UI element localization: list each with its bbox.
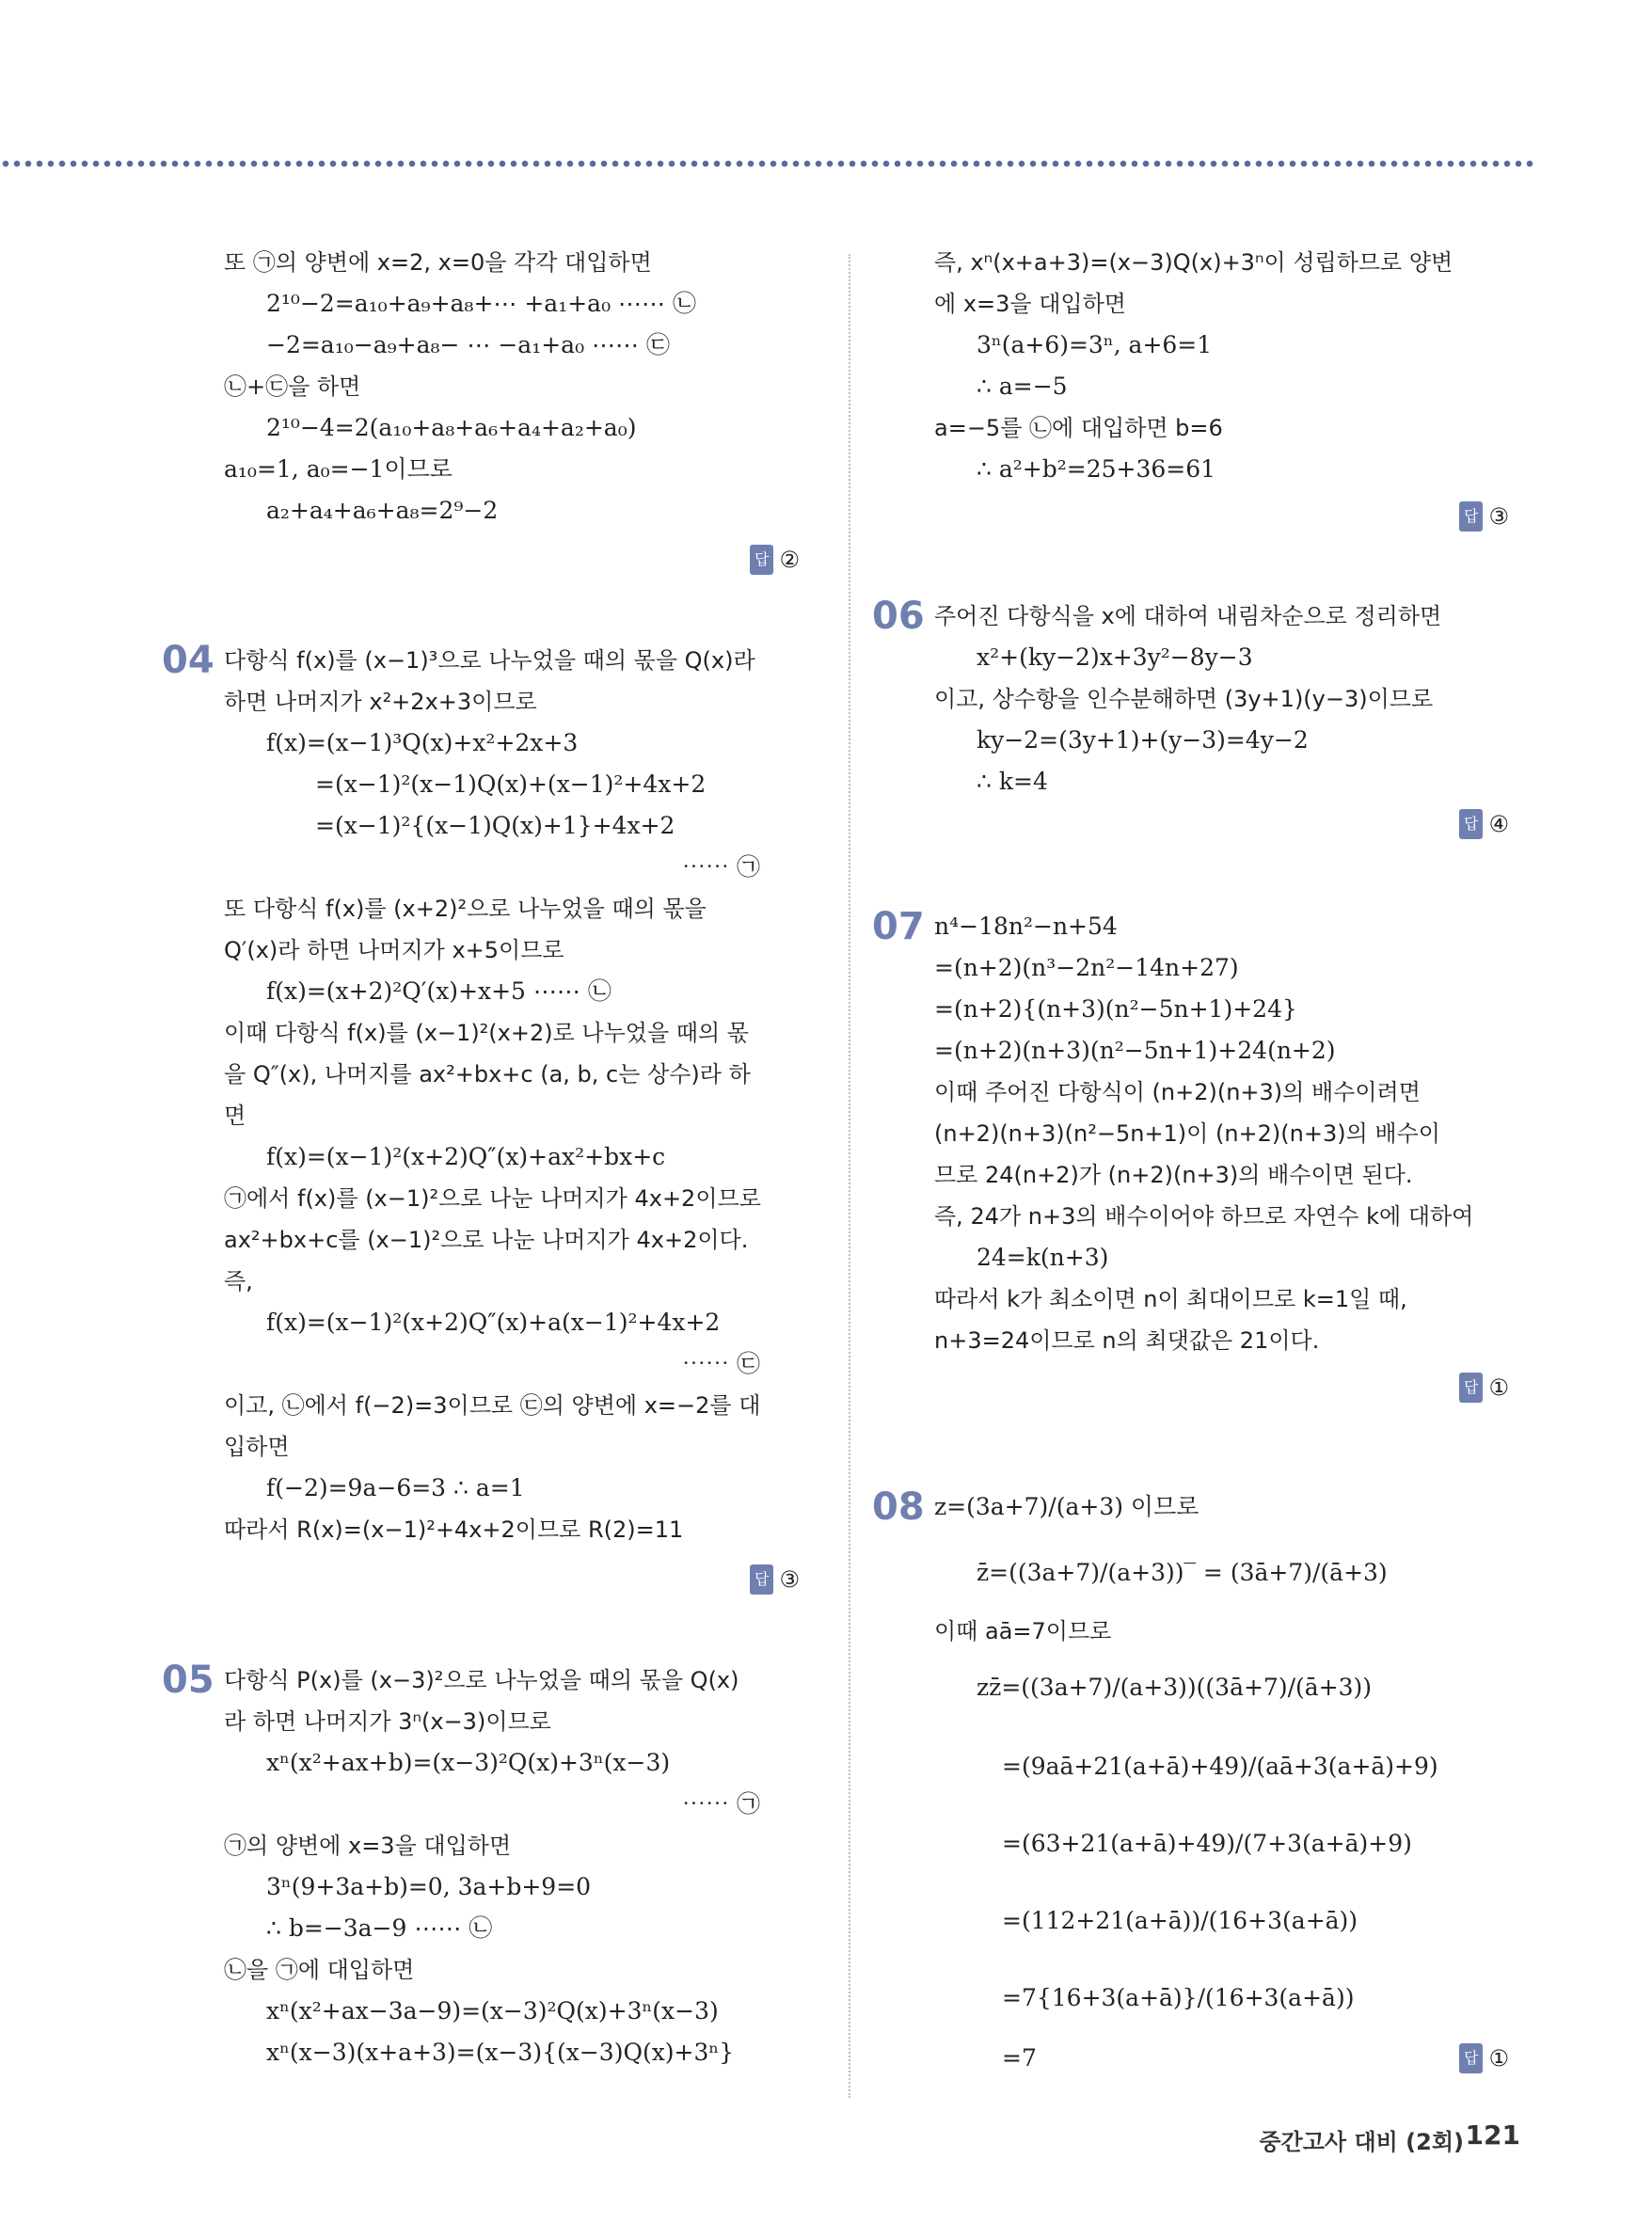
p04-line-11: 면 [224, 1103, 246, 1129]
p04-line-2: f(x)=(x−1)³Q(x)+x²+2x+3 [266, 729, 579, 756]
p04-line-13: ㉠에서 f(x)를 (x−1)²으로 나눈 나머지가 4x+2이므로 [224, 1185, 761, 1212]
p05-line-8: xⁿ(x²+ax−3a−9)=(x−3)²Q(x)+3ⁿ(x−3) [266, 1997, 719, 2025]
p05-line-3: ⋯⋯ ㉠ [682, 1790, 760, 1818]
problem-number-04: 04 [162, 639, 214, 682]
p07-line-10: n+3=24이므로 n의 최댓값은 21이다. [934, 1327, 1320, 1354]
p07-line-6: 므로 24(n+2)가 (n+2)(n+3)의 배수이면 된다. [934, 1162, 1413, 1188]
p04-line-21: 따라서 R(x)=(x−1)²+4x+2이므로 R(2)=11 [224, 1516, 684, 1543]
left-cont-line-6: a₂+a₄+a₆+a₈=2⁹−2 [266, 497, 499, 524]
answer-label: 답 [1459, 809, 1483, 839]
left-cont-line-2: −2=a₁₀−a₉+a₈− ⋯ −a₁+a₀ ⋯⋯ ㉢ [266, 331, 670, 358]
p04-line-18: 이고, ㉡에서 f(−2)=3이므로 ㉢의 양변에 x=−2를 대 [224, 1392, 761, 1419]
p06-line-0: 주어진 다항식을 x에 대하여 내림차순으로 정리하면 [934, 603, 1442, 629]
answer-label: 답 [750, 1564, 773, 1595]
p06-line-4: ∴ k=4 [977, 768, 1048, 795]
p05-line-1: 라 하면 나머지가 3ⁿ(x−3)이므로 [224, 1708, 551, 1735]
right-cont-line-3: ∴ a=−5 [977, 373, 1068, 400]
answer-value: ③ [779, 1566, 800, 1593]
p04-line-15: 즉, [224, 1268, 253, 1294]
p05-line-0: 다항식 P(x)를 (x−3)²으로 나누었을 때의 몫을 Q(x) [224, 1667, 739, 1693]
p05-line-2: xⁿ(x²+ax+b)=(x−3)²Q(x)+3ⁿ(x−3) [266, 1749, 671, 1776]
p04-line-9: 이때 다항식 f(x)를 (x−1)²(x+2)로 나누었을 때의 몫 [224, 1020, 749, 1046]
p05-line-5: 3ⁿ(9+3a+b)=0, 3a+b+9=0 [266, 1873, 592, 1900]
header-dotted-rule [0, 158, 1533, 169]
p08-line-3: zz̄=((3a+7)/(a+3))((3ā+7)/(ā+3)) [977, 1674, 1373, 1701]
answer-value: ③ [1488, 503, 1509, 530]
p04-line-1: 하면 나머지가 x²+2x+3이므로 [224, 689, 537, 715]
p04-line-20: f(−2)=9a−6=3 ∴ a=1 [266, 1474, 525, 1501]
p08-line-4: =(9aā+21(a+ā)+49)/(aā+3(a+ā)+9) [1002, 1753, 1438, 1780]
answer-value: ④ [1488, 811, 1509, 837]
p05-line-4: ㉠의 양변에 x=3을 대입하면 [224, 1833, 512, 1859]
p08-line-1: z̄=((3a+7)/(a+3))‾ = (3ā+7)/(ā+3) [977, 1559, 1388, 1586]
answer-06 [1459, 809, 1509, 839]
right-cont-line-1: 에 x=3을 대입하면 [934, 291, 1126, 317]
p05-line-6: ∴ b=−3a−9 ⋯⋯ ㉡ [266, 1914, 493, 1942]
answer-08 [1459, 2043, 1509, 2073]
p05-line-7: ㉡을 ㉠에 대입하면 [224, 1957, 415, 1983]
answer-value: ② [779, 547, 800, 573]
p04-line-0: 다항식 f(x)를 (x−1)³으로 나누었을 때의 몫을 Q(x)라 [224, 647, 755, 674]
answer-03 [750, 545, 800, 575]
p04-line-3: =(x−1)²(x−1)Q(x)+(x−1)²+4x+2 [315, 770, 707, 798]
p08-line-5: =(63+21(a+ā)+49)/(7+3(a+ā)+9) [1002, 1830, 1412, 1857]
left-cont-line-0: 또 ㉠의 양변에 x=2, x=0을 각각 대입하면 [224, 249, 652, 276]
p04-line-12: f(x)=(x−1)²(x+2)Q″(x)+ax²+bx+c [266, 1143, 666, 1170]
p07-line-2: =(n+2){(n+3)(n²−5n+1)+24} [934, 995, 1297, 1023]
p04-line-8: f(x)=(x+2)²Q′(x)+x+5 ⋯⋯ ㉡ [266, 977, 612, 1005]
answer-value: ① [1488, 2045, 1509, 2072]
footer-section-title: 중간고사 대비 (2회) [1259, 2129, 1464, 2155]
p04-line-14: ax²+bx+c를 (x−1)²으로 나눈 나머지가 4x+2이다. [224, 1227, 749, 1253]
left-cont-line-5: a₁₀=1, a₀=−1이므로 [224, 455, 453, 483]
p08-line-2: 이때 aā=7이므로 [934, 1618, 1112, 1644]
answer-label: 답 [1459, 1373, 1483, 1403]
p07-line-9: 따라서 k가 최소이면 n이 최대이므로 k=1일 때, [934, 1286, 1407, 1312]
p08-line-8: =7 [1002, 2044, 1037, 2072]
p04-line-7: Q′(x)라 하면 나머지가 x+5이므로 [224, 937, 564, 963]
p04-line-5: ⋯⋯ ㉠ [682, 853, 760, 881]
right-cont-line-4: a=−5를 ㉡에 대입하면 b=6 [934, 415, 1223, 441]
p08-line-7: =7{16+3(a+ā)}/(16+3(a+ā)) [1002, 1984, 1355, 2011]
p06-line-1: x²+(ky−2)x+3y²−8y−3 [977, 643, 1253, 671]
answer-label: 답 [1459, 501, 1483, 532]
problem-number-05: 05 [162, 1659, 214, 1702]
p04-line-19: 입하면 [224, 1434, 290, 1460]
answer-04 [750, 1564, 800, 1595]
p07-line-7: 즉, 24가 n+3의 배수이어야 하므로 자연수 k에 대하여 [934, 1203, 1474, 1230]
left-cont-line-3: ㉡+㉢을 하면 [224, 373, 361, 400]
answer-value: ① [1488, 1374, 1509, 1401]
p08-line-0: z=(3a+7)/(a+3) 이므로 [934, 1493, 1199, 1520]
answer-label: 답 [1459, 2043, 1483, 2073]
answer-05 [1459, 501, 1509, 532]
right-cont-line-5: ∴ a²+b²=25+36=61 [977, 455, 1216, 483]
p05-line-9: xⁿ(x−3)(x+a+3)=(x−3){(x−3)Q(x)+3ⁿ} [266, 2039, 735, 2066]
p04-line-4: =(x−1)²{(x−1)Q(x)+1}+4x+2 [315, 812, 675, 839]
right-cont-line-2: 3ⁿ(a+6)=3ⁿ, a+6=1 [977, 331, 1213, 358]
p07-line-5: (n+2)(n+3)(n²−5n+1)이 (n+2)(n+3)의 배수이 [934, 1120, 1440, 1147]
answer-07 [1459, 1373, 1509, 1403]
problem-number-07: 07 [872, 905, 925, 948]
p07-line-8: 24=k(n+3) [977, 1244, 1109, 1271]
answer-label: 답 [750, 545, 773, 575]
p07-line-1: =(n+2)(n³−2n²−14n+27) [934, 954, 1239, 981]
p07-line-4: 이때 주어진 다항식이 (n+2)(n+3)의 배수이려면 [934, 1079, 1421, 1105]
p04-line-10: 을 Q″(x), 나머지를 ax²+bx+c (a, b, c는 상수)라 하 [224, 1061, 751, 1088]
page-number: 121 [1465, 2120, 1520, 2151]
p04-line-17: ⋯⋯ ㉢ [682, 1350, 760, 1377]
problem-number-08: 08 [872, 1485, 925, 1529]
p06-line-3: ky−2=(3y+1)+(y−3)=4y−2 [977, 726, 1309, 754]
p08-line-6: =(112+21(a+ā))/(16+3(a+ā)) [1002, 1907, 1358, 1934]
p04-line-6: 또 다항식 f(x)를 (x+2)²으로 나누었을 때의 몫을 [224, 896, 707, 922]
p06-line-2: 이고, 상수항을 인수분해하면 (3y+1)(y−3)이므로 [934, 686, 1434, 712]
p04-line-16: f(x)=(x−1)²(x+2)Q″(x)+a(x−1)²+4x+2 [266, 1309, 721, 1336]
problem-number-06: 06 [872, 595, 925, 638]
column-divider [849, 254, 850, 2098]
p07-line-3: =(n+2)(n+3)(n²−5n+1)+24(n+2) [934, 1037, 1336, 1064]
right-cont-line-0: 즉, xⁿ(x+a+3)=(x−3)Q(x)+3ⁿ이 성립하므로 양변 [934, 249, 1453, 276]
left-cont-line-1: 2¹⁰−2=a₁₀+a₉+a₈+⋯ +a₁+a₀ ⋯⋯ ㉡ [266, 290, 696, 317]
p07-line-0: n⁴−18n²−n+54 [934, 913, 1118, 940]
left-cont-line-4: 2¹⁰−4=2(a₁₀+a₈+a₆+a₄+a₂+a₀) [266, 414, 637, 441]
